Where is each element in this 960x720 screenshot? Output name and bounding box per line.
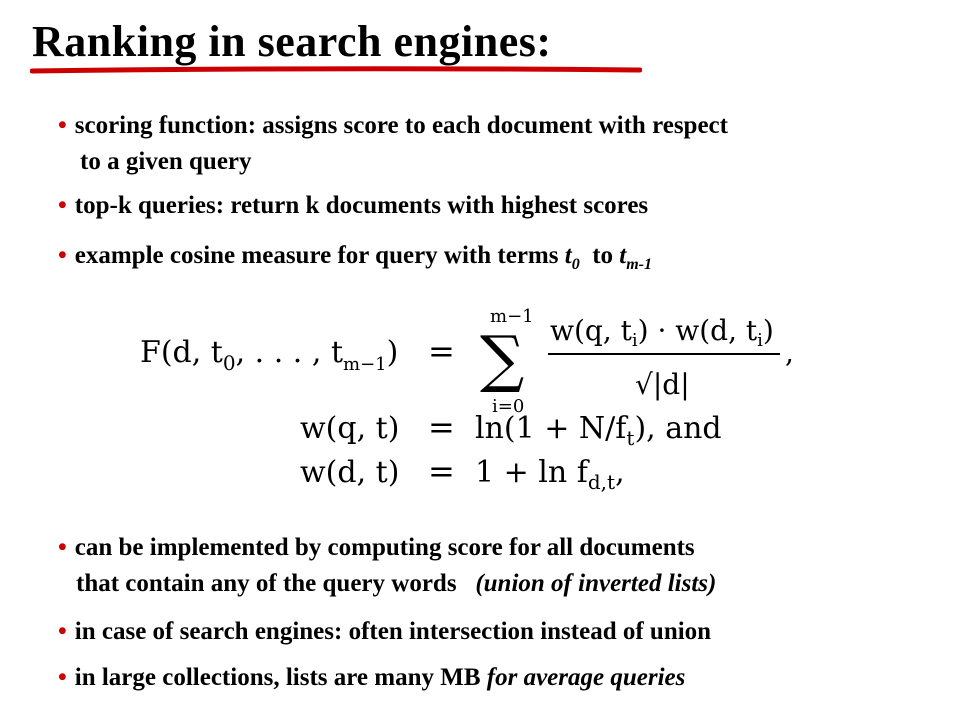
bullet-continuation: that contain any of the query words (union of inverted lists) bbox=[76, 570, 717, 597]
bullet-text-italic: for average queries bbox=[486, 664, 686, 691]
fraction-denominator: √|d| bbox=[635, 368, 690, 401]
fraction-numerator: w(q, $t_i) \cdot w(d$, $t_i$) bbox=[550, 314, 774, 351]
word-to: to bbox=[592, 242, 614, 269]
page-title: Ranking in search engines: bbox=[32, 17, 552, 66]
bullet-implementation bbox=[58, 532, 695, 564]
formula-lhs: F(d, $t_0$, . . . , $t_{m-1}$) bbox=[140, 335, 399, 375]
bullet-dot: • bbox=[58, 242, 67, 269]
bullet-dot: • bbox=[58, 112, 67, 139]
bullet-text: scoring function: assigns score to each document with respect bbox=[74, 112, 728, 139]
formula-lhs: w(d, t) bbox=[300, 455, 400, 490]
union-note: (union of inverted lists) bbox=[475, 570, 717, 597]
bullet-continuation: to a given query bbox=[80, 148, 252, 175]
bullet-text: can be implemented by computing score for all documents bbox=[74, 534, 695, 561]
equals-sign: = bbox=[428, 332, 455, 370]
cosine-formula bbox=[140, 300, 820, 500]
bullet-cosine-example bbox=[58, 240, 652, 281]
formula-rhs: $\ln(1 + N/f_t)$, and bbox=[475, 411, 722, 450]
bullet-text: in case of search engines: often intersection instead of union bbox=[74, 618, 712, 645]
bullet-dot: • bbox=[58, 192, 67, 219]
sum-upper-limit: m−1 bbox=[490, 306, 534, 327]
bullet-dot: • bbox=[58, 534, 67, 561]
sum-lower-limit: i=0 bbox=[492, 396, 525, 417]
bullet-dot: • bbox=[58, 618, 67, 645]
bullet-text: example cosine measure for query with terms bbox=[74, 242, 559, 269]
bullet-large-collections bbox=[58, 662, 685, 694]
title-underline bbox=[30, 66, 642, 74]
term-sub: 0 bbox=[571, 256, 580, 273]
equals-sign: = bbox=[428, 452, 455, 490]
bullet-text: top-k queries: return k documents with highest scores bbox=[74, 192, 649, 219]
bullet-text: in large collections, lists are many MB bbox=[74, 664, 481, 691]
sum-icon: ∑ bbox=[480, 322, 525, 395]
formula-lhs: w(q, t) bbox=[300, 411, 400, 446]
term-t: t bbox=[619, 242, 627, 269]
bullet-intersection bbox=[58, 616, 711, 648]
term-t: t bbox=[564, 242, 572, 269]
formula-rhs: $1 + \ln f_{d,t}$, bbox=[475, 455, 625, 494]
bullet-scoring-function bbox=[58, 110, 728, 142]
bullet-dot: • bbox=[58, 664, 67, 691]
term-sub: m-1 bbox=[626, 256, 652, 273]
equals-sign: = bbox=[428, 408, 455, 446]
formula-comma: , bbox=[785, 336, 794, 369]
bullet-top-k bbox=[58, 190, 648, 222]
